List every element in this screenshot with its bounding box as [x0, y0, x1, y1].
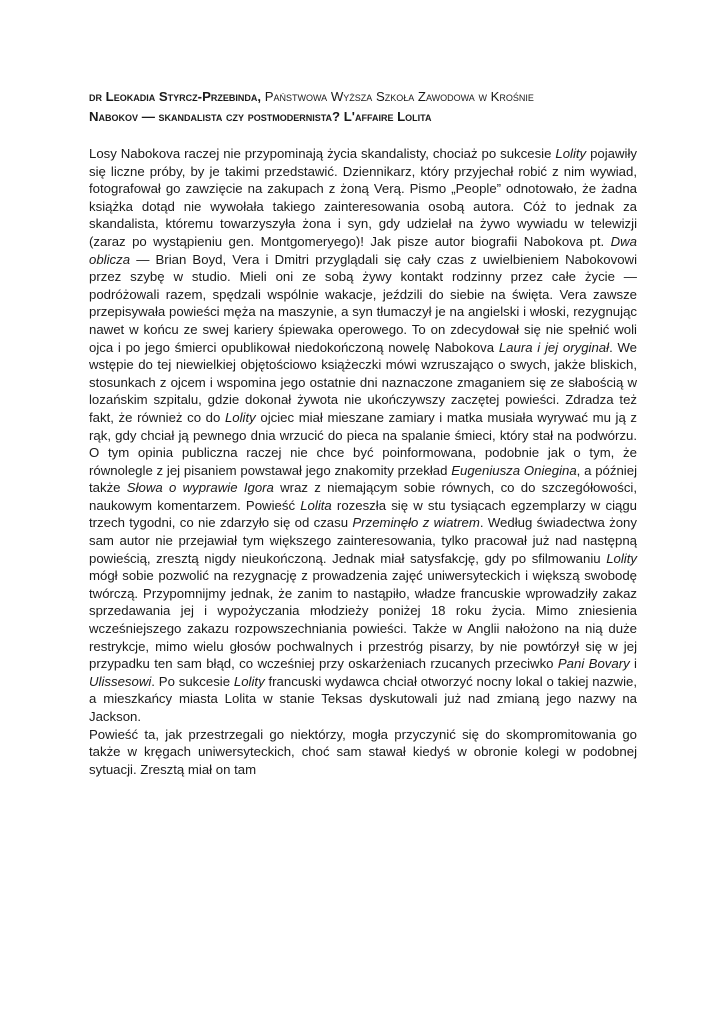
author-name: dr Leokadia Styrcz-Przebinda, [89, 89, 262, 104]
italic-title: Przeminęło z wiatrem [352, 515, 480, 531]
paragraph-text: . Według świadectwa żony sam autor nie przejawiał tym większego zainteresowania, tylko pracował już nad następną powieścią, zresztą nigdy nieukończoną. Jednak miał satysfakcję, gdy po sfilmowaniu [89, 515, 637, 566]
affiliation: Państwowa Wyższa Szkoła Zawodowa w Krośnie [264, 89, 534, 104]
italic-title: Dwa oblicza [89, 233, 637, 267]
author-line [89, 88, 637, 106]
article-title: Nabokov — skandalista czy postmodernista? L'affaire Lolita [89, 109, 432, 124]
italic-title: Ulissesowi [89, 673, 152, 689]
italic-title: Lolita [300, 497, 332, 513]
paragraph-text: . We wstępie do tej niewielkiej objętościowo książeczki mówi wzruszająco o swych, jakże bliskich, stosunkach z ojcem i wspomina jego ostatnie dni naznaczone zmaganiem się ze słabością w lozańskim szpitalu, gdzie dokonał żywota nie ukończywszy zaczętej powieści. Zdradza też fakt, że również co do [89, 339, 637, 425]
paragraph-text: , a później także [89, 462, 637, 496]
italic-title: Eugeniusza Oniegina [451, 462, 577, 478]
italic-title: Lolity [233, 673, 265, 689]
document-page [89, 88, 637, 778]
paragraph-text: rozeszła się w stu tysiącach egzemplarzy w ciągu trzech tygodni, co nie zdarzyło się od czasu [89, 497, 638, 531]
paragraph-text: — Brian Boyd, Vera i Dmitri przyglądali się cały czas z uwielbieniem Nabokovowi przez szybę w studio. Mieli oni ze sobą żywy kontakt rodzinny przez całe życie — podróżowali razem, spędzali wspólnie wakacje, jeździli do siebie na święta. Vera zawsze przepisywała powieści męża na maszynie, a syn tłumaczył je na angielski i włoski, rezygnując nawet w końcu ze swej kariery śpiewaka operowego. To on zdecydował się nie spełnić woli ojca i po jego śmierci opublikował niedokończoną nowelę Nabokova [89, 251, 637, 355]
italic-title: Laura i jej oryginał [498, 339, 610, 355]
italic-title: Pani Bovary [557, 656, 630, 672]
paragraph-text: ojciec miał mieszane zamiary i matka musiała wyrywać mu ją z rąk, gdy chciał ją pewnego dnia wrzucić do pieca na spalanie śmieci, który stał na podwórzu. O tym opinia publiczna raczej nie chce być poinformowana, podobnie jak o tym, że równolegle z jej pisaniem powstawał jego znakomity przekład [89, 409, 637, 478]
paragraph-text: francuski wydawca chciał otworzyć nocny lokal o takiej nazwie, a mieszkańcy miasta Lolita w stanie Teksas dyskutowali już nad zmianą jego nazwy na Jackson. [89, 673, 637, 724]
italic-title: Słowa o wyprawie Igora [126, 480, 274, 496]
italic-title: Lolity [606, 550, 637, 566]
paragraph-text: i [629, 656, 637, 672]
paragraph-text: . Po sukcesie [151, 673, 234, 689]
paragraph-text: pojawiły się liczne próby, by je takimi przedstawić. Dziennikarz, który przyjechał robić z nim wywiad, fotografował go zawzięcie na zakupach z żoną Verą. Pismo „People” odnotowało, że żadna książka dotąd nie wywołała takiego zainteresowania osobą autora. Cóż to jednak za skandalista, któremu towarzyszyła żona i syn, gdy udzielał na żywo wywiadu w telewizji (zaraz po wystąpieniu gen. Montgomeryego)! Jak pisze autor biografii Nabokova pt. [89, 146, 637, 249]
body-paragraph-2: Powieść ta, jak przestrzegali go niektórzy, mogła przyczynić się do skompromitowania go także w kręgach uniwersyteckich, choć sam stawał kiedyś w obronie kolegi w podobnej sytuacji. Zresztą miał on tam [89, 726, 637, 777]
italic-title: Lolity [224, 409, 256, 425]
paragraph-text: mógł sobie pozwolić na rezygnację z prowadzenia zajęć uniwersyteckich i większą swobodę twórczą. Przypomnijmy jednak, że zanim to nastąpiło, władze francuskie wprowadziły zakaz sprzedawania jej i wypożyczania młodzieży poniżej 18 roku życia. Mimo zniesienia wcześniejszego zakazu rozpowszechniania powieści. Także w Anglii nałożono na nią duże restrykcje, mimo wielu głosów pochwalnych i przestróg pisarzy, by nie powtórzył się w jej przypadku ten sam błąd, co wcześniej przy oskarżeniach rzucanych przeciwko [89, 568, 637, 672]
paragraph-text: Losy Nabokova raczej nie przypominają życia skandalisty, chociaż po sukcesie [89, 146, 556, 161]
body-paragraph-1 [89, 145, 637, 726]
italic-title: Lolity [555, 146, 587, 161]
paragraph-text: wraz z niemającym sobie równych, co do szczegółowości, naukowym komentarzem. Powieść [89, 480, 638, 513]
